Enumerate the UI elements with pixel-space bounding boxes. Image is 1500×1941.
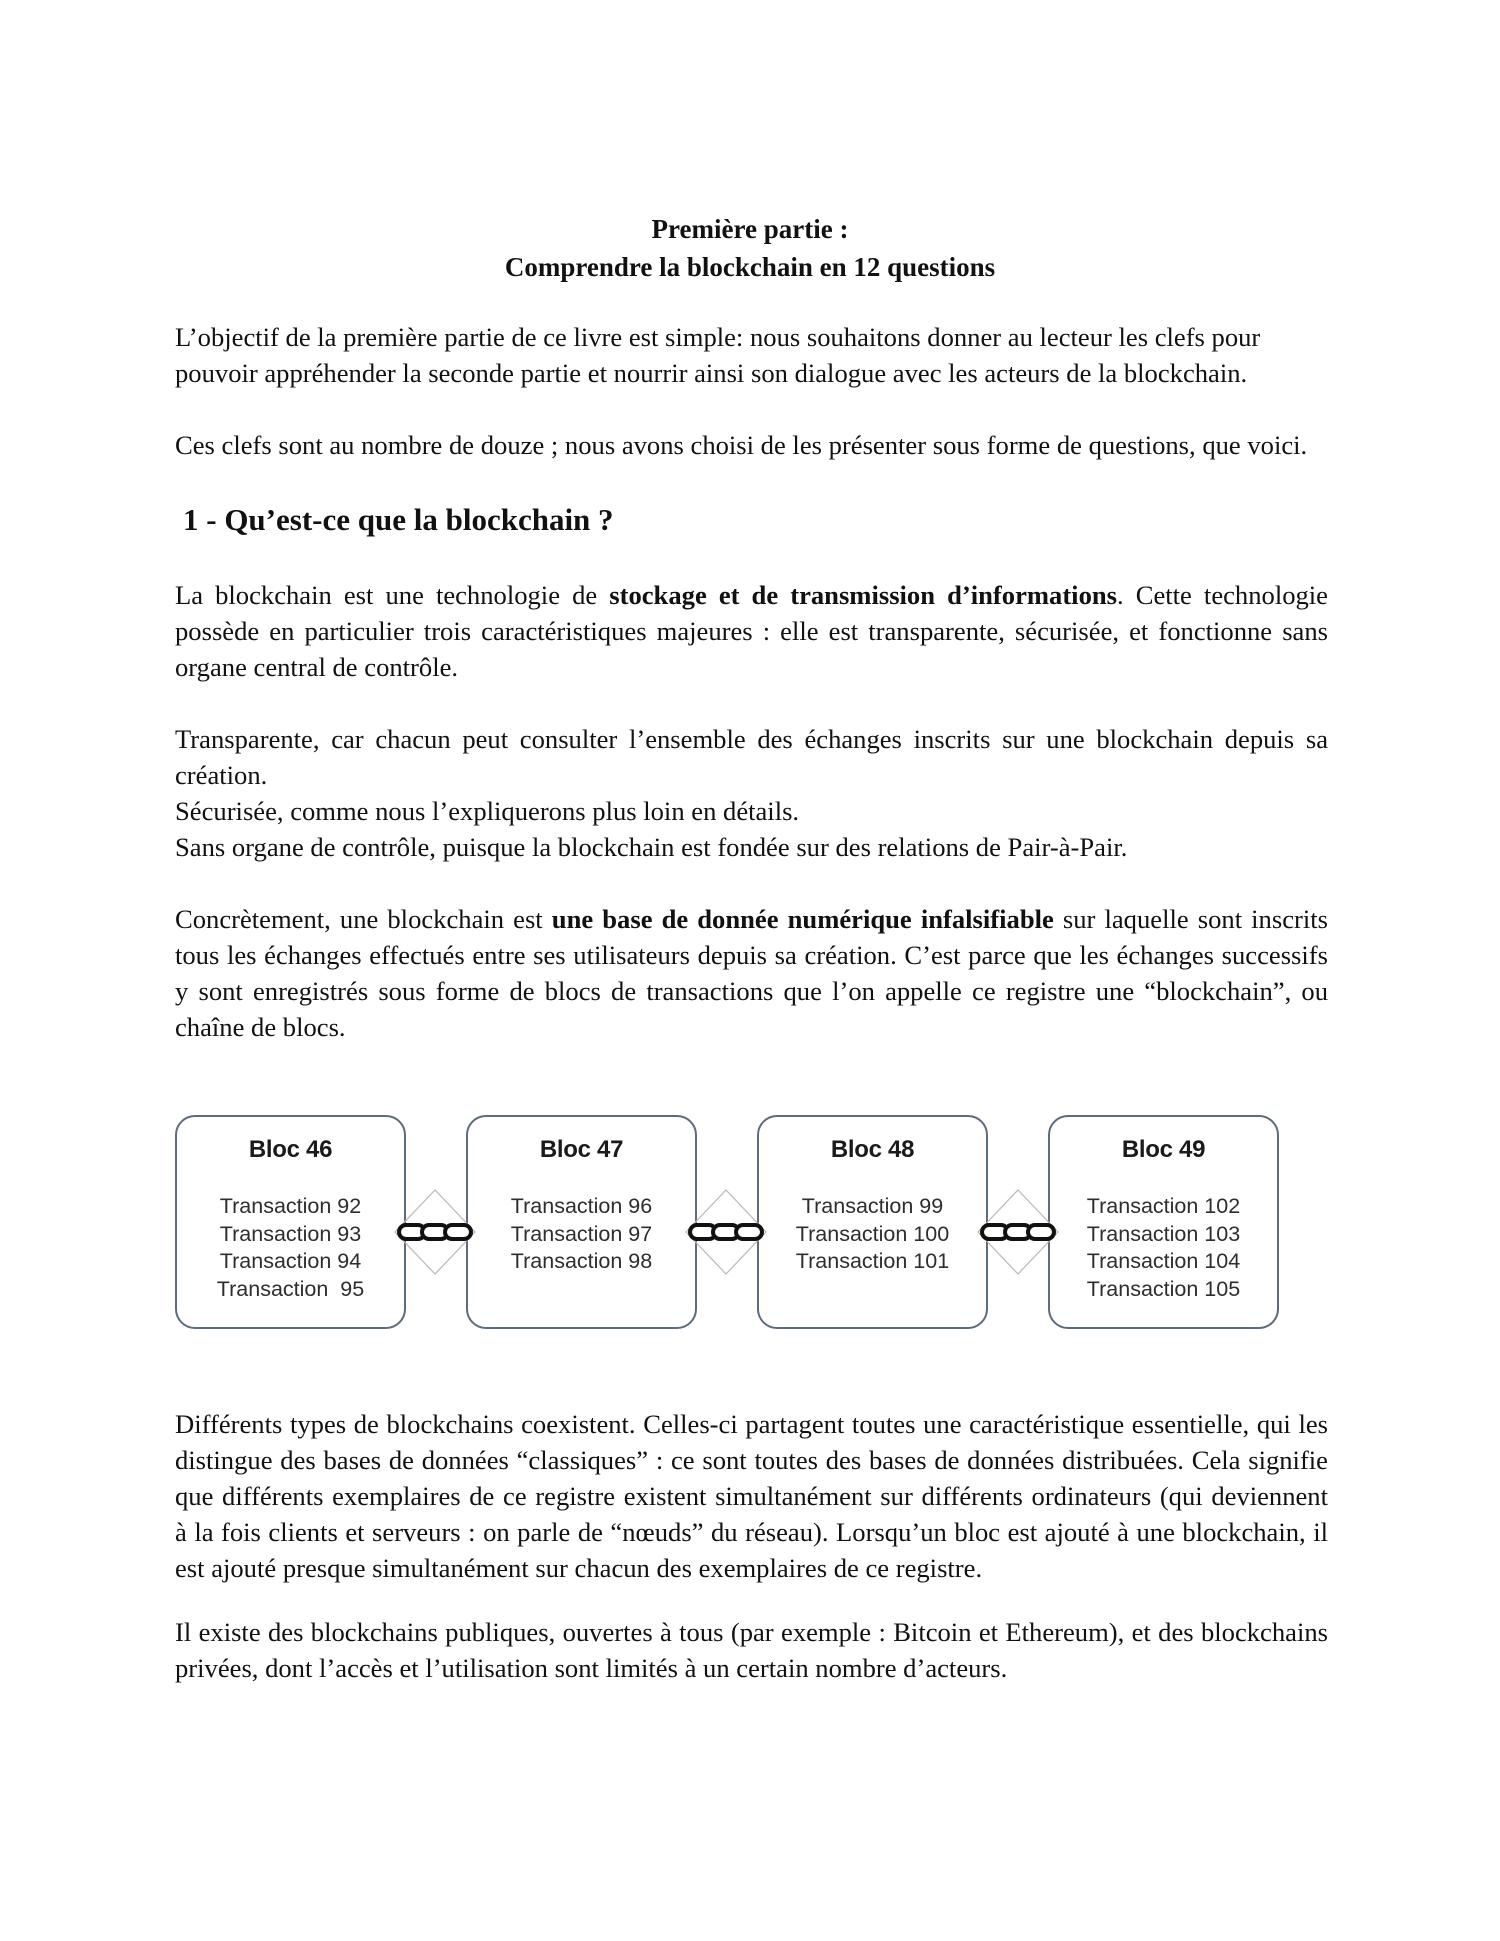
text-line: Il existe des blockchains publiques, ouvertes à tous (par exemple : Bitcoin et Ethereum), et des blockchains [175,1617,1328,1647]
block-title: Bloc 48 [830,1136,915,1163]
block-title: Bloc 49 [1121,1136,1206,1163]
text-line: chaîne de blocs. [175,1012,346,1042]
part-title: Première partie : [651,214,849,244]
chain-link-icon [684,1188,768,1276]
intro-paragraph-2 [175,427,1328,463]
block-title: Bloc 47 [539,1136,624,1163]
chain-link-icon [393,1188,477,1276]
text-line: L’objectif de la première partie de ce livre est simple: nous souhaitons donner au lecteur les clefs pour [175,322,1261,352]
bold-emphasis: une base de donnée numérique infalsifiable [551,904,1054,934]
text-line: Ces clefs sont au nombre de douze ; nous avons choisi de les présenter sous forme de questions, que voici. [175,430,1308,460]
section-paragraph-1 [175,577,1328,685]
text-line: y sont enregistrés sous forme de blocs de transactions que l’on appelle ce registre une “blockchain”, ou [175,976,1328,1006]
block-card [1048,1115,1279,1329]
text-line: Concrètement, une blockchain est une base de donnée numérique infalsifiable sur laquelle sont inscrits [175,904,1328,934]
text-line: possède en particulier trois caractéristiques majeures : elle est transparente, sécurisée, et fonctionne sans [175,616,1328,646]
block-title: Bloc 46 [248,1136,333,1163]
part-subtitle: Comprendre la blockchain en 12 questions [504,252,996,282]
transaction-item: Transaction 96 [510,1194,653,1218]
transaction-item: Transaction 99 [801,1194,944,1218]
text-line: La blockchain est une technologie de stockage et de transmission d’informations. Cette technologie [175,580,1328,610]
transaction-item: Transaction 105 [1086,1276,1241,1301]
section-heading: 1 - Qu’est-ce que la blockchain ? [183,502,614,537]
text-line: Transparente, car chacun peut consulter l’ensemble des échanges inscrits sur une blockchain depuis sa [175,724,1328,754]
transaction-item: Transaction 98 [510,1249,653,1273]
transaction-item: Transaction 94 [219,1249,362,1273]
section-paragraph-4 [175,1406,1328,1586]
intro-paragraph-1 [175,319,1328,391]
transaction-list [468,1193,695,1276]
block-card [175,1115,406,1329]
text-line: tous les échanges effectués entre ses utilisateurs depuis sa création. C’est parce que les échanges successifs [175,940,1328,970]
section-paragraph-3 [175,901,1328,1045]
text-line: distingue des bases de données “classiques” : ce sont toutes des bases de données distribuées. Cela signifie [175,1445,1328,1475]
transaction-item: Transaction 92 [219,1194,362,1218]
block-card [466,1115,697,1329]
transaction-item: Transaction 97 [510,1221,653,1246]
text-line: création. [175,760,268,790]
text-line: privées, dont l’accès et l’utilisation sont limités à un certain nombre d’acteurs. [175,1653,1008,1683]
text-line: pouvoir appréhender la seconde partie et nourrir ainsi son dialogue avec les acteurs de la blockchain. [175,358,1248,388]
transaction-item: Transaction 103 [1086,1221,1241,1246]
transaction-item: Transaction 102 [1086,1194,1241,1218]
bold-emphasis: stockage et de transmission d’informations [609,580,1118,610]
block-card [757,1115,988,1329]
text-line: Sans organe de contrôle, puisque la blockchain est fondée sur des relations de Pair-à-Pair. [175,832,1128,862]
transaction-list [759,1193,986,1276]
transaction-item: Transaction 95 [216,1276,365,1301]
text-line: est ajouté presque simultanément sur chacun des exemplaires de ce registre. [175,1553,983,1583]
text-line: Différents types de blockchains coexistent. Celles-ci partagent toutes une caractéristique essentielle, qui les [175,1409,1328,1439]
transaction-item: Transaction 104 [1086,1249,1241,1273]
transaction-item: Transaction 101 [795,1249,950,1273]
section-paragraph-5 [175,1614,1328,1686]
chain-link-icon [976,1188,1060,1276]
transaction-item: Transaction 100 [795,1221,950,1246]
transaction-list [1050,1193,1277,1303]
text-line: à la fois clients et serveurs : on parle de “nœuds” du réseau). Lorsqu’un bloc est ajouté à une blockchain, il [175,1517,1328,1547]
section-paragraph-2 [175,721,1328,865]
text-line: organe central de contrôle. [175,652,459,682]
transaction-item: Transaction 93 [219,1221,362,1246]
text-line: Sécurisée, comme nous l’expliquerons plus loin en détails. [175,796,800,826]
text-line: que différents exemplaires de ce registre existent simultanément sur différents ordinateurs (qui deviennent [175,1481,1328,1511]
transaction-list [177,1193,404,1303]
